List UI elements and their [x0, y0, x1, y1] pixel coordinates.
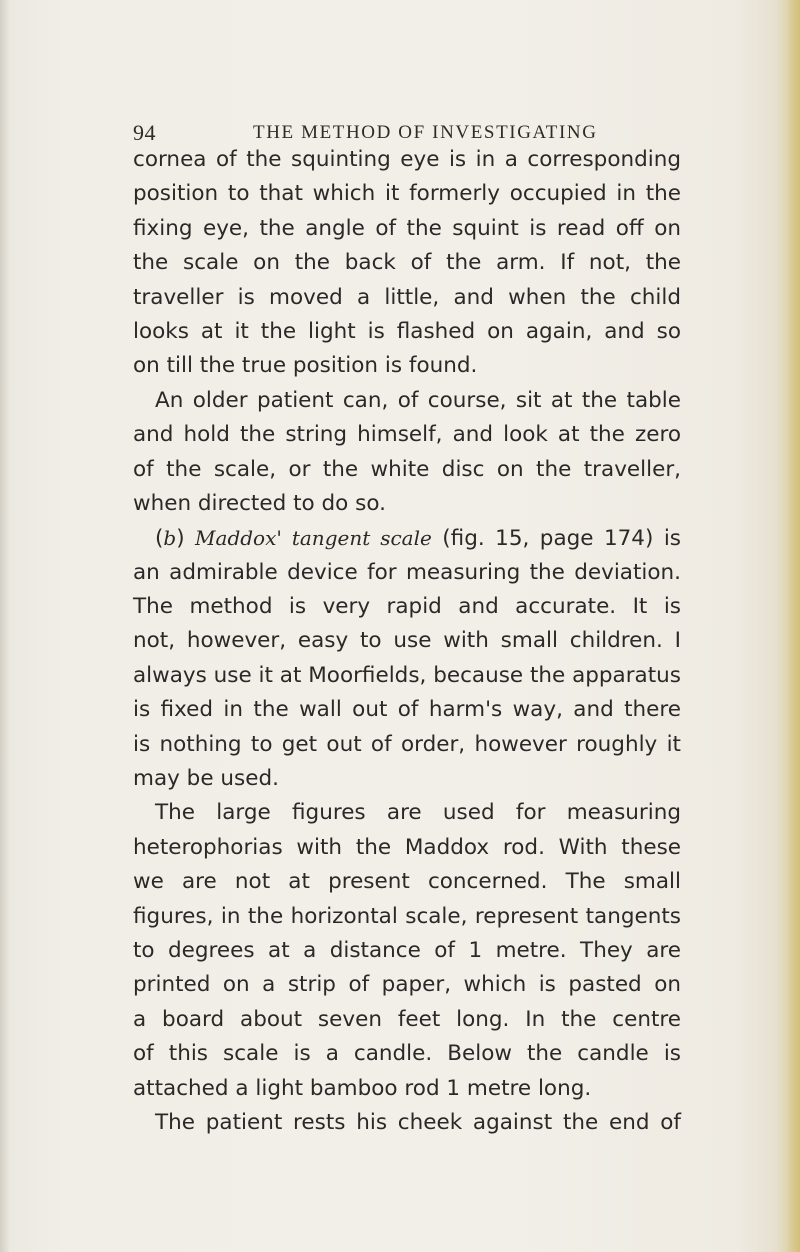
paragraph-start-line: An older patient can, of course, sit at the table	[155, 387, 681, 413]
section-label-letter: b	[163, 526, 177, 551]
text-line: and hold the string himself, and look at the zero	[133, 422, 681, 448]
figure-reference: (fig. 15, page 174) is	[431, 526, 681, 552]
text-line: attached a light bamboo rod 1 metre long.	[133, 1075, 592, 1101]
text-line: The method is very rapid and accurate. It is	[133, 594, 681, 620]
text-line: is nothing to get out of order, however roughly it	[133, 731, 681, 757]
page-gutter-shadow	[0, 0, 10, 1252]
text-line: we are not at present concerned. The small	[133, 869, 681, 895]
label-close-paren: )	[176, 526, 196, 552]
body-text	[133, 143, 681, 1140]
text-line: always use it at Moorfields, because the apparatus	[133, 662, 681, 688]
text-line: an admirable device for measuring the deviation.	[133, 559, 681, 585]
text-line: not, however, easy to use with small children. I	[133, 628, 681, 654]
label-open-paren: (	[155, 526, 164, 552]
maddox-tangent-scale-title: Maddox' tangent scale	[195, 526, 432, 551]
text-line: on till the true position is found.	[133, 353, 478, 379]
text-line: of the scale, or the white disc on the traveller,	[133, 456, 681, 482]
maddox-paragraph-start-line	[133, 521, 681, 555]
text-line: to degrees at a distance of 1 metre. They are	[133, 937, 681, 963]
text-line: of this scale is a candle. Below the candle is	[133, 1041, 681, 1067]
text-line: the scale on the back of the arm. If not, the	[133, 250, 681, 276]
text-line: is fixed in the wall out of harm's way, and there	[133, 697, 681, 723]
text-line: may be used.	[133, 766, 279, 792]
paragraph-start-line: The patient rests his cheek against the end of	[155, 1109, 681, 1135]
text-line: when directed to do so.	[133, 490, 386, 516]
text-line: a board about seven feet long. In the centre	[133, 1006, 681, 1032]
text-line: figures, in the horizontal scale, represent tangents	[133, 903, 681, 929]
page-number: 94	[133, 120, 156, 145]
paragraph-start-line: The large figures are used for measuring	[155, 800, 681, 826]
text-line: fixing eye, the angle of the squint is read off on	[133, 215, 681, 241]
running-head: THE METHOD OF INVESTIGATING	[253, 122, 598, 143]
page-edge-discoloration	[786, 0, 800, 1252]
text-line: traveller is moved a little, and when the child	[133, 284, 681, 310]
text-line: printed on a strip of paper, which is pasted on	[133, 972, 681, 998]
text-line: looks at it the light is flashed on again, and so	[133, 318, 681, 344]
text-line: cornea of the squinting eye is in a corresponding	[133, 147, 681, 172]
text-line: position to that which it formerly occupied in the	[133, 181, 681, 207]
text-line: heterophorias with the Maddox rod. With these	[133, 834, 681, 860]
